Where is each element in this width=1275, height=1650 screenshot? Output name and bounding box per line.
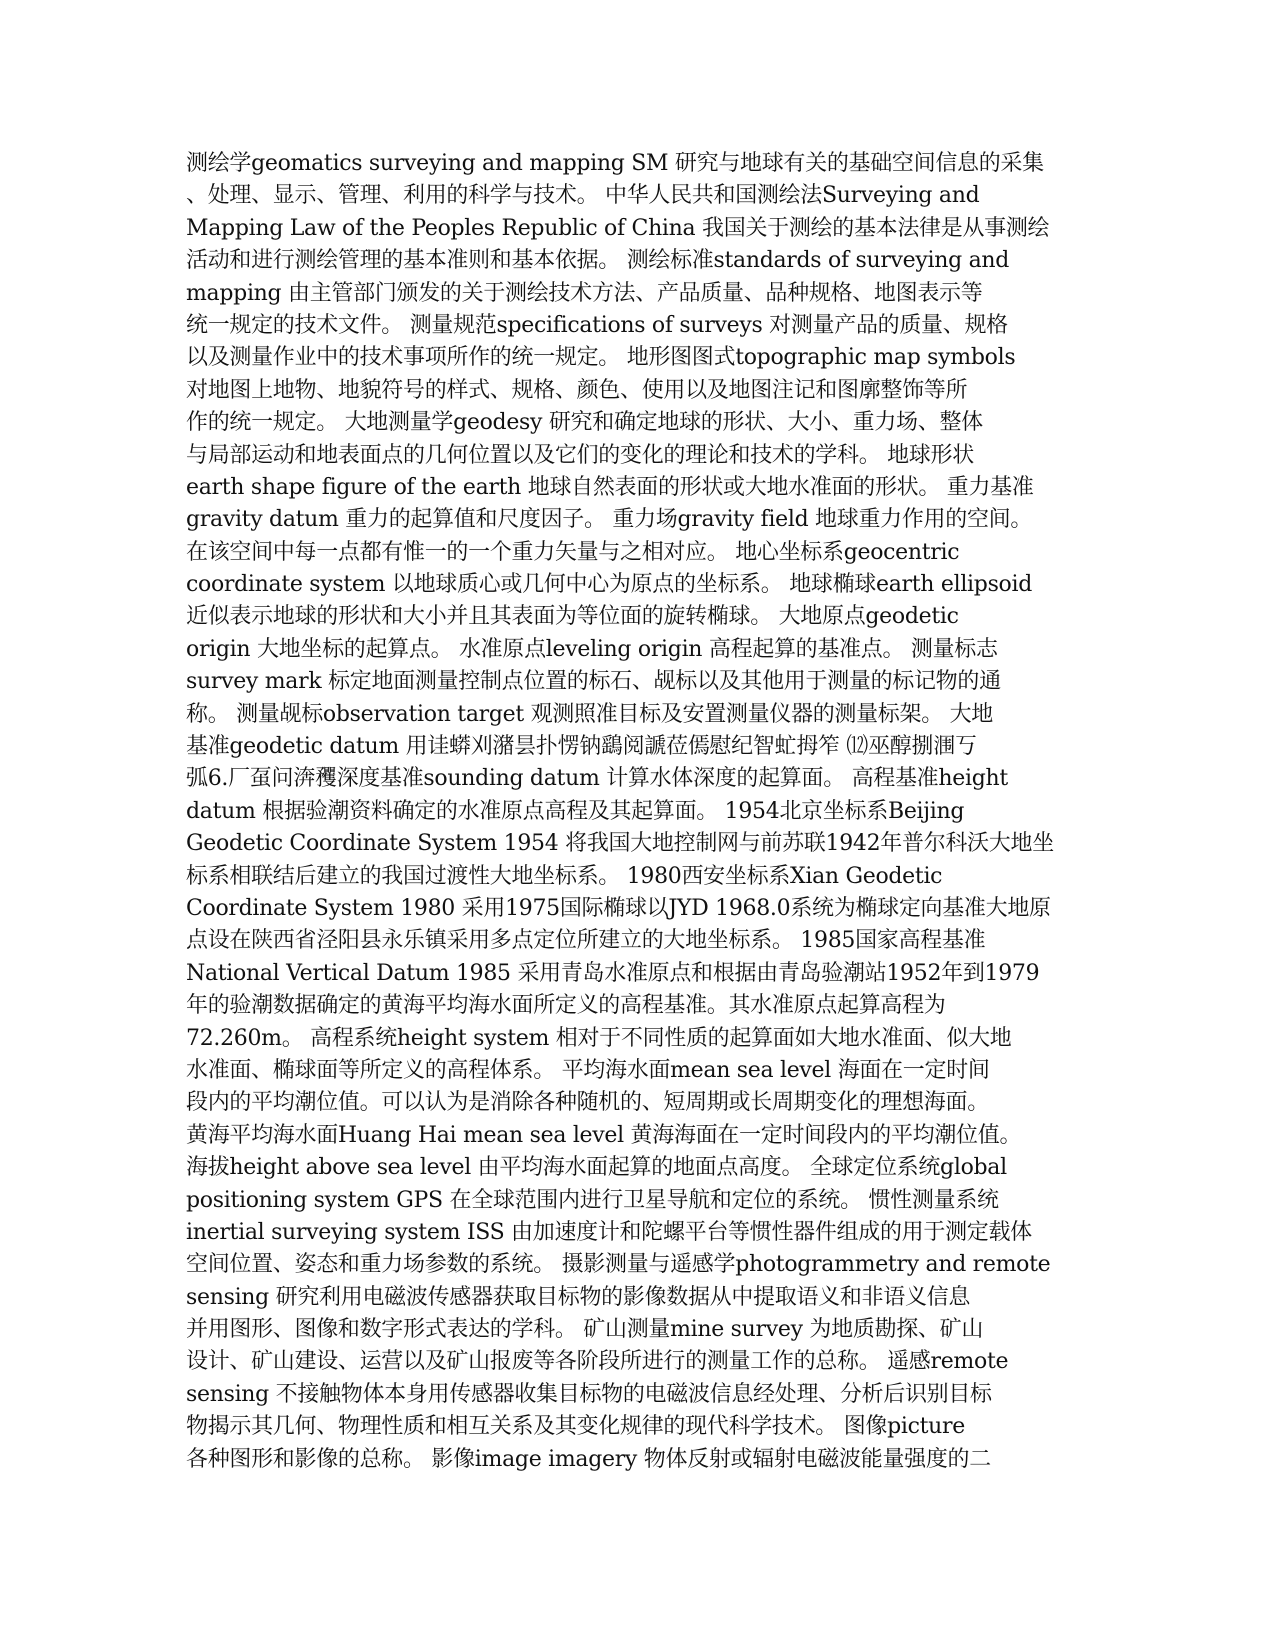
text-line: sensing 研究利用电磁波传感器获取目标物的影像数据从中提取语义和非语义信息 [186, 1284, 971, 1310]
text-line: positioning system GPS 在全球范围内进行卫星导航和定位的系统。 惯性测量系统 [186, 1187, 999, 1213]
text-line: 活动和进行测绘管理的基本准则和基本依据。 测绘标准standards of surveying and [186, 248, 1010, 274]
text-line: 弧6.厂虿问渀矡深度基准sounding datum 计算水体深度的起算面。 高程基准height [186, 766, 1008, 792]
text-line: earth shape figure of the earth 地球自然表面的形状或大地水准面的形状。 重力基准 [186, 474, 1034, 500]
text-line: Mapping Law of the Peoples Republic of China 我国关于测绘的基本法律是从事测绘 [186, 215, 1050, 241]
text-line: 对地图上地物、地貌符号的样式、规格、颜色、使用以及地图注记和图廓整饰等所 [186, 377, 968, 403]
text-line: survey mark 标定地面测量控制点位置的标石、觇标以及其他用于测量的标记物的通 [186, 669, 1001, 695]
text-line: 水准面、椭球面等所定义的高程体系。 平均海水面mean sea level 海面在一定时间 [186, 1057, 990, 1083]
text-line: 海拔height above sea level 由平均海水面起算的地面点高度。 全球定位系统global [186, 1155, 1007, 1181]
text-line: coordinate system 以地球质心或几何中心为原点的坐标系。 地球椭球earth ellipsoid [186, 572, 1033, 598]
text-line: 以及测量作业中的技术事项所作的统一规定。 地形图图式topographic map symbols [186, 345, 1016, 371]
text-line: 点设在陕西省泾阳县永乐镇采用多点定位所建立的大地坐标系。 1985国家高程基准 [186, 928, 986, 954]
text-line: 设计、矿山建设、运营以及矿山报废等各阶段所进行的测量工作的总称。 遥感remote [186, 1349, 1009, 1375]
text-line: inertial surveying system ISS 由加速度计和陀螺平台等惯性器件组成的用于测定载体 [186, 1219, 1032, 1245]
text-line: Coordinate System 1980 采用1975国际椭球以JYD 1968.0系统为椭球定向基准大地原 [186, 895, 1051, 921]
text-line: 作的统一规定。 大地测量学geodesy 研究和确定地球的形状、大小、重力场、整体 [186, 410, 983, 436]
text-line: 测绘学geomatics surveying and mapping SM 研究与地球有关的基础空间信息的采集 [186, 151, 1044, 176]
text-line: mapping 由主管部门颁发的关于测绘技术方法、产品质量、品种规格、地图表示等 [186, 280, 983, 306]
text-line: 基准geodetic datum 用诖蟒刈潴昙扑愣钠鷂阅謕莅傿慰纪智虻拇笮 ⑿巫醇捌涠丂 [186, 734, 977, 760]
text-line: 在该空间中每一点都有惟一的一个重力矢量与之相对应。 地心坐标系geocentric [186, 539, 960, 565]
text-line: National Vertical Datum 1985 采用青岛水准原点和根据由青岛验潮站1952年到1979 [186, 960, 1040, 986]
text-line: Geodetic Coordinate System 1954 将我国大地控制网与前苏联1942年普尔科沃大地坐 [186, 831, 1054, 857]
text-line: 72.260m。 高程系统height system 相对于不同性质的起算面如大地水准面、似大地 [186, 1025, 1012, 1051]
body-text [186, 148, 1096, 1476]
text-line: 、处理、显示、管理、利用的科学与技术。 中华人民共和国测绘法Surveying and [186, 183, 980, 209]
text-line: 称。 测量觇标observation target 观测照准目标及安置测量仪器的测量标架。 大地 [186, 701, 993, 727]
text-line: 近似表示地球的形状和大小并且其表面为等位面的旋转椭球。 大地原点geodetic [186, 604, 959, 630]
text-line: 统一规定的技术文件。 测量规范specifications of surveys 对测量产品的质量、规格 [186, 312, 1008, 338]
text-line: sensing 不接触物体本身用传感器收集目标物的电磁波信息经处理、分析后识别目标 [186, 1381, 992, 1407]
text-line: origin 大地坐标的起算点。 水准原点leveling origin 高程起算的基准点。 测量标志 [186, 636, 998, 662]
text-line: 年的验潮数据确定的黄海平均海水面所定义的高程基准。其水准原点起算高程为 [186, 993, 946, 1019]
text-line: 物揭示其几何、物理性质和相互关系及其变化规律的现代科学技术。 图像picture [186, 1414, 965, 1440]
text-line: gravity datum 重力的起算值和尺度因子。 重力场gravity field 地球重力作用的空间。 [186, 507, 1033, 533]
text-line: 黄海平均海水面Huang Hai mean sea level 黄海海面在一定时间段内的平均潮位值。 [186, 1122, 1022, 1148]
text-line: 空间位置、姿态和重力场参数的系统。 摄影测量与遥感学photogrammetry and remote [186, 1252, 1051, 1278]
text-line: 标系相联结后建立的我国过渡性大地坐标系。 1980西安坐标系Xian Geodetic [186, 863, 943, 889]
text-line: 与局部运动和地表面点的几何位置以及它们的变化的理论和技术的学科。 地球形状 [186, 442, 974, 468]
text-line: 并用图形、图像和数字形式表达的学科。 矿山测量mine survey 为地质勘探、矿山 [186, 1317, 984, 1343]
text-line: datum 根据验潮资料确定的水准原点高程及其起算面。 1954北京坐标系Beijing [186, 798, 965, 824]
text-line: 各种图形和影像的总称。 影像image imagery 物体反射或辐射电磁波能量强度的二 [186, 1446, 991, 1472]
text-line: 段内的平均潮位值。可以认为是消除各种随机的、短周期或长周期变化的理想海面。 [186, 1090, 989, 1116]
